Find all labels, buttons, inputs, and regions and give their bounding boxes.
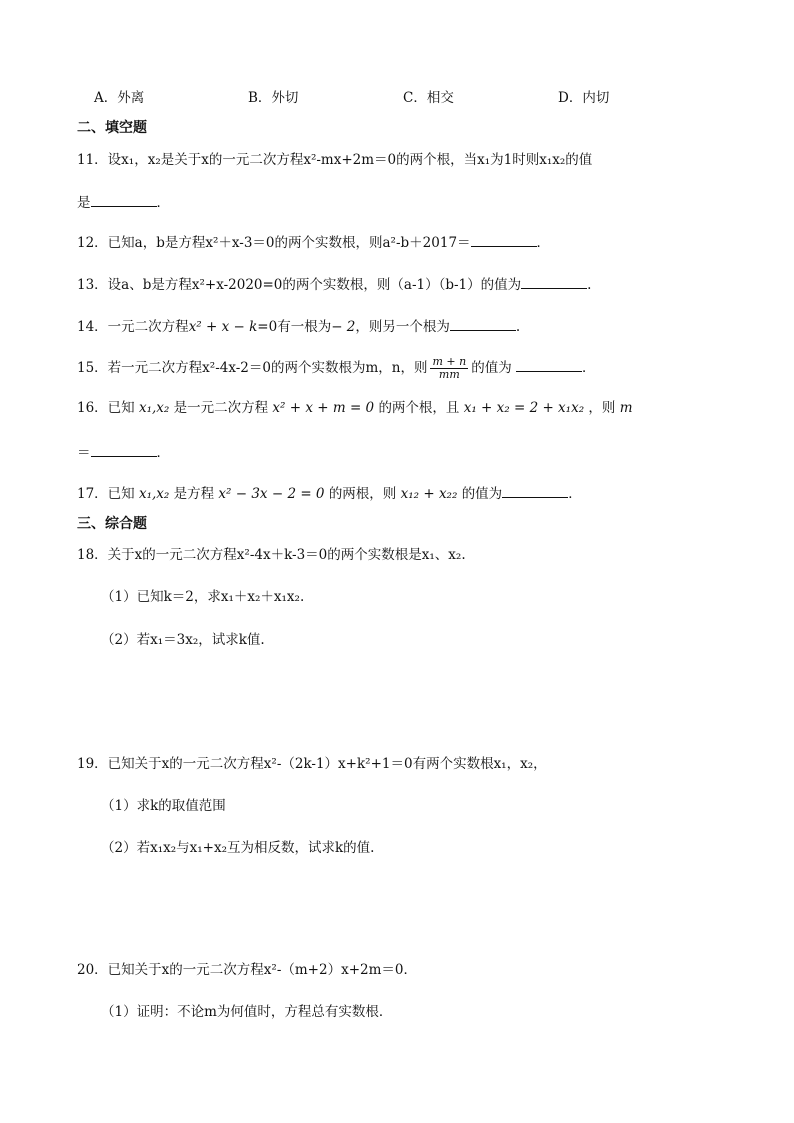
question-18-stem: 18．关于x的一元二次方程x²-4x＋k-3＝0的两个实数根是x₁、x₂. (77, 547, 466, 563)
question-14-suffix: . (515, 319, 521, 335)
question-11-line-1: 11．设x₁，x₂是关于x的一元二次方程x²-mx+2m＝0的两个根，当x₁为1时则x₁x₂的值 (77, 152, 593, 168)
answer-blank[interactable] (471, 232, 537, 247)
question-15-middle: 的值为 (471, 360, 512, 376)
question-15-fraction (430, 356, 468, 381)
question-15-prefix: 15．若一元二次方程x²-4x-2＝0的两个实数根为m，n，则 (77, 360, 428, 376)
question-12 (77, 232, 550, 253)
option-c: C．相交 (403, 90, 454, 106)
option-b: B．外切 (248, 90, 299, 106)
question-17-vars: x₁,x₂ (138, 486, 170, 502)
question-16-line-2 (77, 442, 170, 463)
question-12-text: 12．已知a，b是方程x²＋x-3＝0的两个实数根，则a²-b＋2017＝ (77, 235, 471, 251)
answer-blank[interactable] (521, 274, 587, 289)
fraction-denominator: mm (438, 368, 460, 381)
question-19-part-2: （2）若x₁x₂与x₁+x₂互为相反数，试求k的值. (101, 840, 375, 856)
fraction-numerator: m + n (432, 355, 467, 368)
question-16-condition: x₁ + x₂ = 2 + x₁x₂ (463, 400, 585, 416)
question-16-equation: x² + x + m = 0 (272, 400, 375, 416)
option-a: A．外离 (94, 90, 145, 106)
question-11-prefix: 是 (77, 195, 91, 211)
answer-blank[interactable] (516, 357, 582, 372)
question-14 (77, 316, 520, 337)
question-16-middle3: ，则 (588, 400, 616, 416)
question-17-equation: x² − 3x − 2 = 0 (218, 486, 325, 502)
question-13 (77, 274, 591, 295)
question-16-middle2: 的两个根，且 (378, 400, 460, 416)
answer-blank[interactable] (450, 316, 516, 331)
question-20-stem: 20．已知关于x的一元二次方程x²-（m+2）x+2m＝0． (77, 962, 417, 978)
answer-blank[interactable] (91, 442, 157, 457)
question-12-suffix: ． (536, 235, 551, 251)
question-16-equals: ＝ (77, 445, 91, 461)
question-17-middle3: 的值为 (461, 486, 503, 502)
question-14-prefix: 14．一元二次方程 (77, 319, 189, 335)
question-13-text: 13．设a、b是方程x²+x-2020=0的两个实数根，则（a-1）（b-1）的值为 (77, 277, 522, 293)
question-14-root: − 2 (331, 319, 356, 335)
question-16-prefix: 16．已知 (77, 400, 135, 416)
option-d: D．内切 (558, 90, 610, 106)
question-19-stem: 19．已知关于x的一元二次方程x²-（2k-1）x+k²+1＝0有两个实数根x₁，x₂， (77, 756, 547, 772)
question-14-middle: =0有一根为 (257, 319, 332, 335)
answer-blank[interactable] (502, 483, 568, 498)
section-heading-fill-in: 二、填空题 (77, 120, 147, 136)
answer-blank[interactable] (91, 192, 157, 207)
question-15-suffix: ． (582, 360, 596, 376)
question-13-suffix: . (587, 277, 592, 293)
question-16-line-1 (77, 398, 633, 418)
question-11-line-2 (77, 192, 170, 213)
question-16-vars: x₁,x₂ (138, 400, 170, 416)
question-16-suffix: ． (156, 445, 170, 461)
question-17-suffix: ． (568, 486, 582, 502)
question-15 (77, 356, 596, 381)
question-17-prefix: 17．已知 (77, 486, 135, 502)
question-17-middle2: 的两根，则 (328, 486, 397, 502)
question-16-middle: 是一元二次方程 (173, 400, 269, 416)
section-heading-comprehensive: 三、综合题 (77, 516, 147, 532)
question-16-var-m: m (619, 400, 633, 416)
question-19-part-1: （1）求k的取值范围 (101, 798, 226, 814)
question-17 (77, 483, 582, 504)
question-14-rest: ，则另一个根为 (355, 319, 450, 335)
question-11-suffix: ． (156, 195, 170, 211)
question-20-part-1: （1）证明：不论m为何值时，方程总有实数根． (101, 1004, 393, 1020)
question-17-expression: x₁₂ + x₂₂ (400, 486, 458, 502)
question-17-middle: 是方程 (173, 486, 215, 502)
question-18-part-2: （2）若x₁＝3x₂，试求k值. (101, 632, 265, 648)
question-18-part-1: （1）已知k＝2，求x₁＋x₂＋x₁x₂. (101, 589, 305, 605)
question-14-expression: x² + x − k (188, 319, 258, 335)
